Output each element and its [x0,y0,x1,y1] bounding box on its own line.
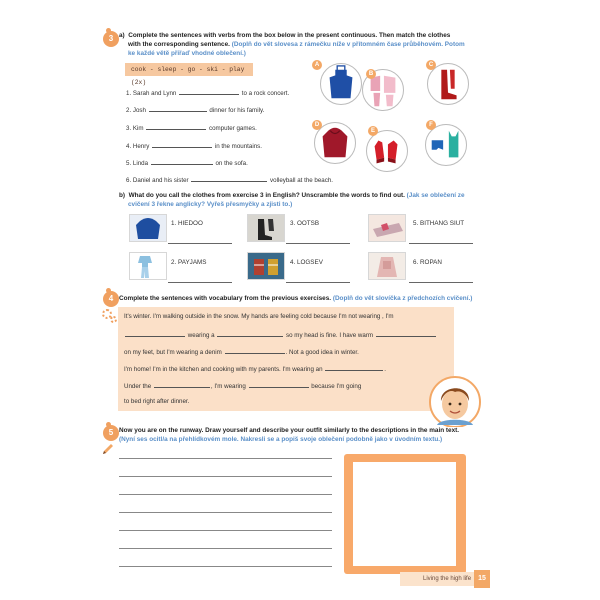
clothing-photo [368,214,406,242]
sentence-subject: 6. Daniel and his sister [126,177,191,184]
writing-line[interactable] [119,548,332,549]
exercise-4-line-3 [124,347,359,356]
sentence-row [126,158,248,168]
exercise-4-line-5 [124,381,361,390]
exercise-3a-instruction-cz-2: ke každé větě přiřaď vhodné oblečení.) [128,50,246,57]
sentence-ending: in the mountains. [213,143,262,150]
exercise-4-line-2 [124,330,437,339]
writing-line[interactable] [119,566,332,567]
exercise-4-line-6 [124,398,189,405]
clothing-photo [129,214,167,242]
exercise-4-line-5c: because I'm going [311,383,362,390]
scrambled-word: 1. HIEDOO [171,220,203,227]
exercise-3a-instruction [119,31,469,58]
boy-eye-right [459,403,462,406]
drawing-frame [344,454,466,574]
clothing-photo [247,214,285,242]
sentence-ending: on the sofa. [213,160,248,167]
answer-blank[interactable] [217,330,283,337]
clothing-photo [129,252,167,280]
answer-line[interactable] [168,243,232,244]
sentence-row [126,141,262,151]
apron-icon [321,64,361,104]
footer-section-title: Living the high life [423,576,472,582]
writing-line[interactable] [119,512,332,513]
hoodie-photo-icon [130,215,166,241]
exercise-4-line-2b: so my head is fine. I have warm [286,332,374,339]
clothing-photo [247,252,285,280]
clothing-letter: D [312,120,322,130]
sentence-ending: dinner for his family. [207,107,265,114]
clothing-letter: E [368,126,378,136]
boots-photo-icon [248,215,284,241]
gloves-photo-icon [248,253,284,279]
exercise-4-line-5a: Under the [124,383,152,390]
answer-blank[interactable] [146,123,206,130]
sentence-ending: to a rock concert. [240,90,290,97]
sentence-subject: 5. Linda [126,160,150,167]
scrambled-word: 5. BITHANG SIUT [413,220,465,227]
answer-line[interactable] [409,282,473,283]
answer-blank[interactable] [149,105,207,112]
exercise-5-instruction-cz: (Nyní ses ocitl/a na přehlídkovém mole. Nakresli se a popiš svoje oblečení podobně jako v úvodním textu.) [119,436,443,443]
clothing-letter: B [366,69,376,79]
answer-blank[interactable] [191,175,267,182]
sentence-row [126,105,264,115]
exercise-3a-instruction-en-2: with the corresponding sentence. [128,41,230,48]
scrambled-word: 4. LOGSEV [290,259,323,266]
boy-avatar-illustration [428,375,482,427]
sentence-row [126,88,289,98]
exercise-5-instruction-en: Now you are on the runway. Draw yourself and describe your outfit similarly to the descriptions in the main text. [119,427,460,434]
exercise-4-line-3a: on my feet, but I'm wearing a denim [124,349,222,356]
scrambled-word: 6. ROPAN [413,259,442,266]
sentence-subject: 3. Kim [126,125,146,132]
answer-line[interactable] [168,282,232,283]
exercise-5-instruction [119,426,479,444]
exercise-4-number: 4 [108,294,114,303]
sentence-subject: 4. Henry [126,143,152,150]
page-number: 15 [474,570,490,588]
clothing-picture-a [320,63,362,105]
exercise-3b-instruction [119,191,479,209]
sentence-ending: volleyball at the beach. [268,177,333,184]
pyjamas-photo-icon [130,253,166,279]
drawing-area[interactable] [353,462,456,566]
exercise-4-line-1-text: It's winter. I'm walking outside in the snow. My hands are feeling cold because I'm not wearing , I'm [124,313,394,320]
clothing-letter: A [312,60,322,70]
exercise-3b-instruction-cz: (Jak se oblečení ze [406,192,465,199]
exercise-4-instruction-cz: (Doplň do vět slovíčka z předchozích cvičení.) [332,295,473,302]
exercise-4-line-6-text: to bed right after dinner. [124,398,190,405]
sentence-row [126,123,257,133]
bathing-suit-photo-icon [369,215,405,241]
boy-eye-left [449,403,452,406]
scrambled-word: 2. PAYJAMS [171,259,207,266]
writing-line[interactable] [119,458,332,459]
exercise-4-instruction [119,294,489,303]
answer-blank[interactable] [249,381,309,388]
answer-blank[interactable] [151,158,213,165]
exercise-4-text-box [118,307,454,411]
exercise-4-instruction-en: Complete the sentences with vocabulary from the previous exercises. [119,295,332,302]
exercise-3a-instruction-cz: (Doplň do vět slovesa z rámečku níže v přítomném čase průběhovém. Potom [231,41,465,48]
scrambled-word: 3. OOTSB [290,220,320,227]
exercise-4-line-3b: . Not a good idea in winter. [285,349,359,356]
exercise-5-badge [103,425,119,441]
answer-blank[interactable] [152,141,212,148]
boots-icon [428,64,468,104]
answer-blank[interactable] [179,88,239,95]
clothing-letter: C [426,60,436,70]
exercise-4-line-5b: , I'm wearing [210,383,246,390]
clothing-picture-e [366,130,408,172]
answer-line[interactable] [286,282,350,283]
answer-blank[interactable] [376,330,436,337]
sentence-row [126,175,333,185]
answer-blank[interactable] [125,330,185,337]
writing-line[interactable] [119,476,332,477]
writing-line[interactable] [119,494,332,495]
exercise-3-number: 3 [108,34,114,43]
exercise-4-line-4b: . [384,366,387,373]
exercise-3-badge [103,31,119,47]
writing-line[interactable] [119,530,332,531]
exercise-4-line-2a: wearing a [187,332,215,339]
exercise-4-line-1 [124,313,394,320]
part-a-label: a) [119,32,125,39]
verb-word-box: cook - sleep - go - ski - play (2x) [125,63,253,76]
sentence-subject: 2. Josh [126,107,148,114]
gloves-icon [367,131,407,171]
answer-blank[interactable] [154,381,210,388]
sentence-subject: 1. Sarah and Lynn [126,90,179,97]
answer-line[interactable] [409,243,473,244]
answer-blank[interactable] [225,347,285,354]
answer-blank[interactable] [325,364,383,371]
exercise-3a-instruction-en: Complete the sentences with verbs from the box below in the present continuous. Then match the clothes [128,32,451,39]
exercise-3b-instruction-cz-2: cvičení 3 řekne anglicky? Vyřeš přesmyčky a zjisti to.) [128,201,293,208]
exercise-5-number: 5 [108,428,114,437]
swimwear-icon [426,125,466,165]
hoodie-icon [315,123,355,163]
exercise-4-badge [103,291,119,307]
gear-decoration-small-icon [110,316,117,323]
clothing-photo [368,252,406,280]
exercise-3b-instruction-en: What do you call the clothes from exercise 3 in English? Unscramble the words to find out. [128,192,405,199]
pencil-icon [101,442,115,456]
apron-photo-icon [369,253,405,279]
clothing-picture-f [425,124,467,166]
exercise-4-line-4 [124,364,386,373]
sentence-ending: computer games. [207,125,257,132]
answer-line[interactable] [286,243,350,244]
part-b-label: b) [119,192,126,199]
exercise-4-line-4a: I'm home! I'm in the kitchen and cooking with my parents. I'm wearing an [124,366,323,373]
clothing-letter: F [426,120,436,130]
